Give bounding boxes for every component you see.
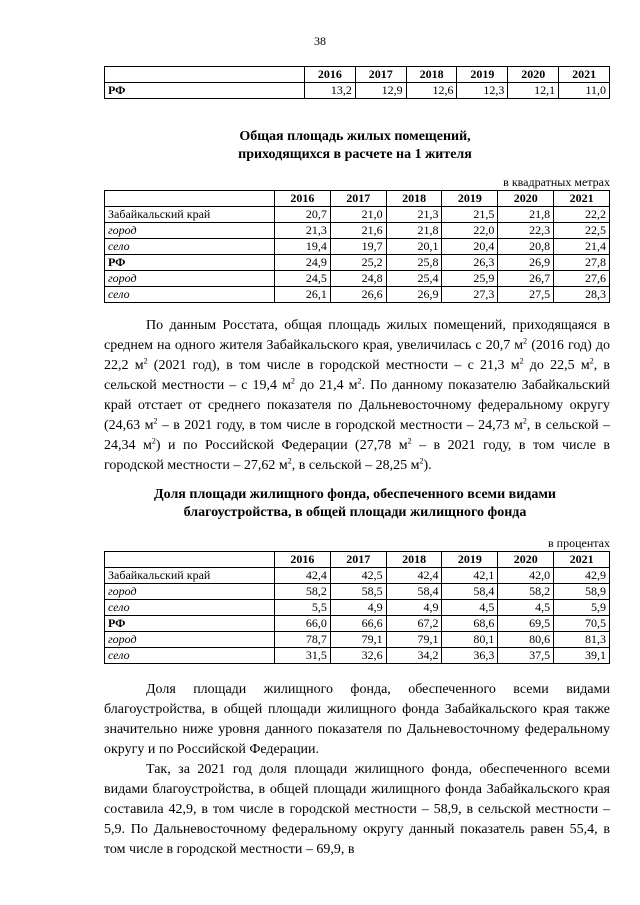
value-cell: 4,5 (498, 600, 554, 616)
table-row (105, 239, 610, 255)
row-label: село (105, 600, 275, 616)
section2-title-line2: благоустройства, в общей площади жилищного фонда (183, 505, 527, 520)
value-cell: 4,5 (442, 600, 498, 616)
table-header-row (105, 67, 610, 83)
table-row (105, 83, 610, 99)
section1-title (100, 128, 610, 164)
row-label: РФ (105, 616, 275, 632)
table-row (105, 207, 610, 223)
amenities-share-table (104, 551, 610, 664)
table-header-row (105, 552, 610, 568)
year-header: 2018 (386, 552, 442, 568)
year-header: 2016 (275, 191, 331, 207)
value-cell: 42,9 (554, 568, 610, 584)
value-cell: 12,1 (508, 83, 559, 99)
value-cell: 34,2 (386, 648, 442, 664)
value-cell: 42,4 (275, 568, 331, 584)
value-cell: 20,1 (386, 239, 442, 255)
value-cell: 12,3 (457, 83, 508, 99)
value-cell: 58,5 (330, 584, 386, 600)
value-cell: 5,9 (554, 600, 610, 616)
value-cell: 58,9 (554, 584, 610, 600)
value-cell: 70,5 (554, 616, 610, 632)
value-cell: 21,3 (386, 207, 442, 223)
value-cell: 66,6 (330, 616, 386, 632)
value-cell: 25,9 (442, 271, 498, 287)
year-header: 2017 (330, 191, 386, 207)
value-cell: 21,3 (275, 223, 331, 239)
value-cell: 21,6 (330, 223, 386, 239)
header-blank-cell (105, 191, 275, 207)
value-cell: 20,8 (498, 239, 554, 255)
value-cell: 20,4 (442, 239, 498, 255)
table-row (105, 584, 610, 600)
value-cell: 21,8 (386, 223, 442, 239)
row-label: город (105, 271, 275, 287)
value-cell: 42,1 (442, 568, 498, 584)
year-header: 2018 (406, 67, 457, 83)
section2-units: в процентах (548, 536, 610, 550)
row-label: РФ (105, 255, 275, 271)
value-cell: 11,0 (559, 83, 610, 99)
value-cell: 4,9 (330, 600, 386, 616)
row-label: Забайкальский край (105, 568, 275, 584)
value-cell: 58,4 (442, 584, 498, 600)
table-row (105, 223, 610, 239)
value-cell: 42,0 (498, 568, 554, 584)
value-cell: 27,6 (554, 271, 610, 287)
header-blank-cell (105, 67, 305, 83)
value-cell: 21,4 (554, 239, 610, 255)
table-row (105, 648, 610, 664)
section2-title-line1: Доля площади жилищного фонда, обеспеченного всеми видами (154, 487, 556, 502)
value-cell: 26,9 (498, 255, 554, 271)
value-cell: 42,4 (386, 568, 442, 584)
value-cell: 26,6 (330, 287, 386, 303)
value-cell: 31,5 (275, 648, 331, 664)
value-cell: 26,9 (386, 287, 442, 303)
year-header: 2019 (442, 552, 498, 568)
value-cell: 58,2 (498, 584, 554, 600)
table-header-row (105, 191, 610, 207)
value-cell: 21,5 (442, 207, 498, 223)
year-header: 2020 (498, 552, 554, 568)
year-header: 2017 (330, 552, 386, 568)
value-cell: 24,8 (330, 271, 386, 287)
value-cell: 26,3 (442, 255, 498, 271)
year-header: 2016 (275, 552, 331, 568)
value-cell: 28,3 (554, 287, 610, 303)
value-cell: 26,7 (498, 271, 554, 287)
value-cell: 22,2 (554, 207, 610, 223)
value-cell: 12,9 (355, 83, 406, 99)
row-label: село (105, 287, 275, 303)
year-header: 2018 (386, 191, 442, 207)
year-header: 2020 (498, 191, 554, 207)
value-cell: 24,9 (275, 255, 331, 271)
row-label: город (105, 584, 275, 600)
row-label: РФ (105, 83, 305, 99)
row-label: город (105, 632, 275, 648)
value-cell: 37,5 (498, 648, 554, 664)
value-cell: 80,1 (442, 632, 498, 648)
table-row (105, 600, 610, 616)
table-row (105, 616, 610, 632)
top-table (104, 66, 610, 99)
value-cell: 68,6 (442, 616, 498, 632)
value-cell: 25,2 (330, 255, 386, 271)
value-cell: 36,3 (442, 648, 498, 664)
table-row (105, 632, 610, 648)
value-cell: 80,6 (498, 632, 554, 648)
value-cell: 4,9 (386, 600, 442, 616)
year-header: 2017 (355, 67, 406, 83)
value-cell: 27,8 (554, 255, 610, 271)
value-cell: 25,4 (386, 271, 442, 287)
value-cell: 79,1 (330, 632, 386, 648)
value-cell: 22,3 (498, 223, 554, 239)
paragraph-3: Так, за 2021 год доля площади жилищного фонда, обеспеченного всеми видами благоустройства, в общей площади жилищного фонда Забайкальского края составила 42,9, в том числе в городской местности – 58,9, в сельской местности – 5,9. По Дальневосточному федеральному округу данный показатель равен 55,4, в том числе в городской местности – 69,9, в (104, 762, 610, 857)
year-header: 2019 (457, 67, 508, 83)
section1-title-line1: Общая площадь жилых помещений, (239, 129, 471, 144)
row-label: село (105, 239, 275, 255)
value-cell: 22,5 (554, 223, 610, 239)
value-cell: 24,5 (275, 271, 331, 287)
value-cell: 21,0 (330, 207, 386, 223)
value-cell: 13,2 (305, 83, 356, 99)
value-cell: 81,3 (554, 632, 610, 648)
value-cell: 67,2 (386, 616, 442, 632)
paragraph-2: Доля площади жилищного фонда, обеспеченного всеми видами благоустройства, в общей площади жилищного фонда Забайкальского края также значительно ниже уровня данного показателя по Дальневосточному федеральному округу и по Российской Федерации. (104, 682, 610, 757)
value-cell: 32,6 (330, 648, 386, 664)
table-row (105, 568, 610, 584)
year-header: 2019 (442, 191, 498, 207)
value-cell: 42,5 (330, 568, 386, 584)
section1-title-line2: приходящихся в расчете на 1 жителя (238, 147, 472, 162)
row-label: город (105, 223, 275, 239)
value-cell: 20,7 (275, 207, 331, 223)
section1-units: в квадратных метрах (503, 175, 610, 189)
value-cell: 25,8 (386, 255, 442, 271)
year-header: 2020 (508, 67, 559, 83)
year-header: 2021 (554, 191, 610, 207)
value-cell: 58,2 (275, 584, 331, 600)
table-row (105, 271, 610, 287)
value-cell: 39,1 (554, 648, 610, 664)
table-row (105, 255, 610, 271)
value-cell: 78,7 (275, 632, 331, 648)
value-cell: 79,1 (386, 632, 442, 648)
value-cell: 12,6 (406, 83, 457, 99)
year-header: 2016 (305, 67, 356, 83)
paragraph-1: По данным Росстата, общая площадь жилых помещений, приходящаяся в среднем на одного жителя Забайкальского края, увеличилась с 20,7 $м^2$ (2016 год) до 22,2 $м^2$ (2021 год), в том числе в городской местности – с 21,3 $м^2$ до 22,5 $м^2$, в сельской местности – с 19,4 $м^2$ до 21,4 $м^2$. По данному показателю Забайкальский край отстает от среднего показателя по Дальневосточному федеральному округу (24,63 $м^2$ – в 2021 году, в том числе в городской местности – 24,73 $м^2$, в сельской – 24,34 $м^2$) и по Российской Федерации (27,78 $м^2$ – в 2021 году, в том числе в городской местности – 27,62 $м^2$, в сельской – 28,25 $м^2$). (104, 318, 611, 473)
row-label: Забайкальский край (105, 207, 275, 223)
value-cell: 19,4 (275, 239, 331, 255)
page-number: 38 (314, 34, 326, 48)
value-cell: 69,5 (498, 616, 554, 632)
header-blank-cell (105, 552, 275, 568)
year-header: 2021 (554, 552, 610, 568)
value-cell: 26,1 (275, 287, 331, 303)
value-cell: 66,0 (275, 616, 331, 632)
value-cell: 21,8 (498, 207, 554, 223)
value-cell: 5,5 (275, 600, 331, 616)
section2-title (100, 486, 610, 522)
value-cell: 27,5 (498, 287, 554, 303)
row-label: село (105, 648, 275, 664)
value-cell: 19,7 (330, 239, 386, 255)
table-row (105, 287, 610, 303)
housing-area-table (104, 190, 610, 303)
year-header: 2021 (559, 67, 610, 83)
value-cell: 22,0 (442, 223, 498, 239)
value-cell: 27,3 (442, 287, 498, 303)
value-cell: 58,4 (386, 584, 442, 600)
